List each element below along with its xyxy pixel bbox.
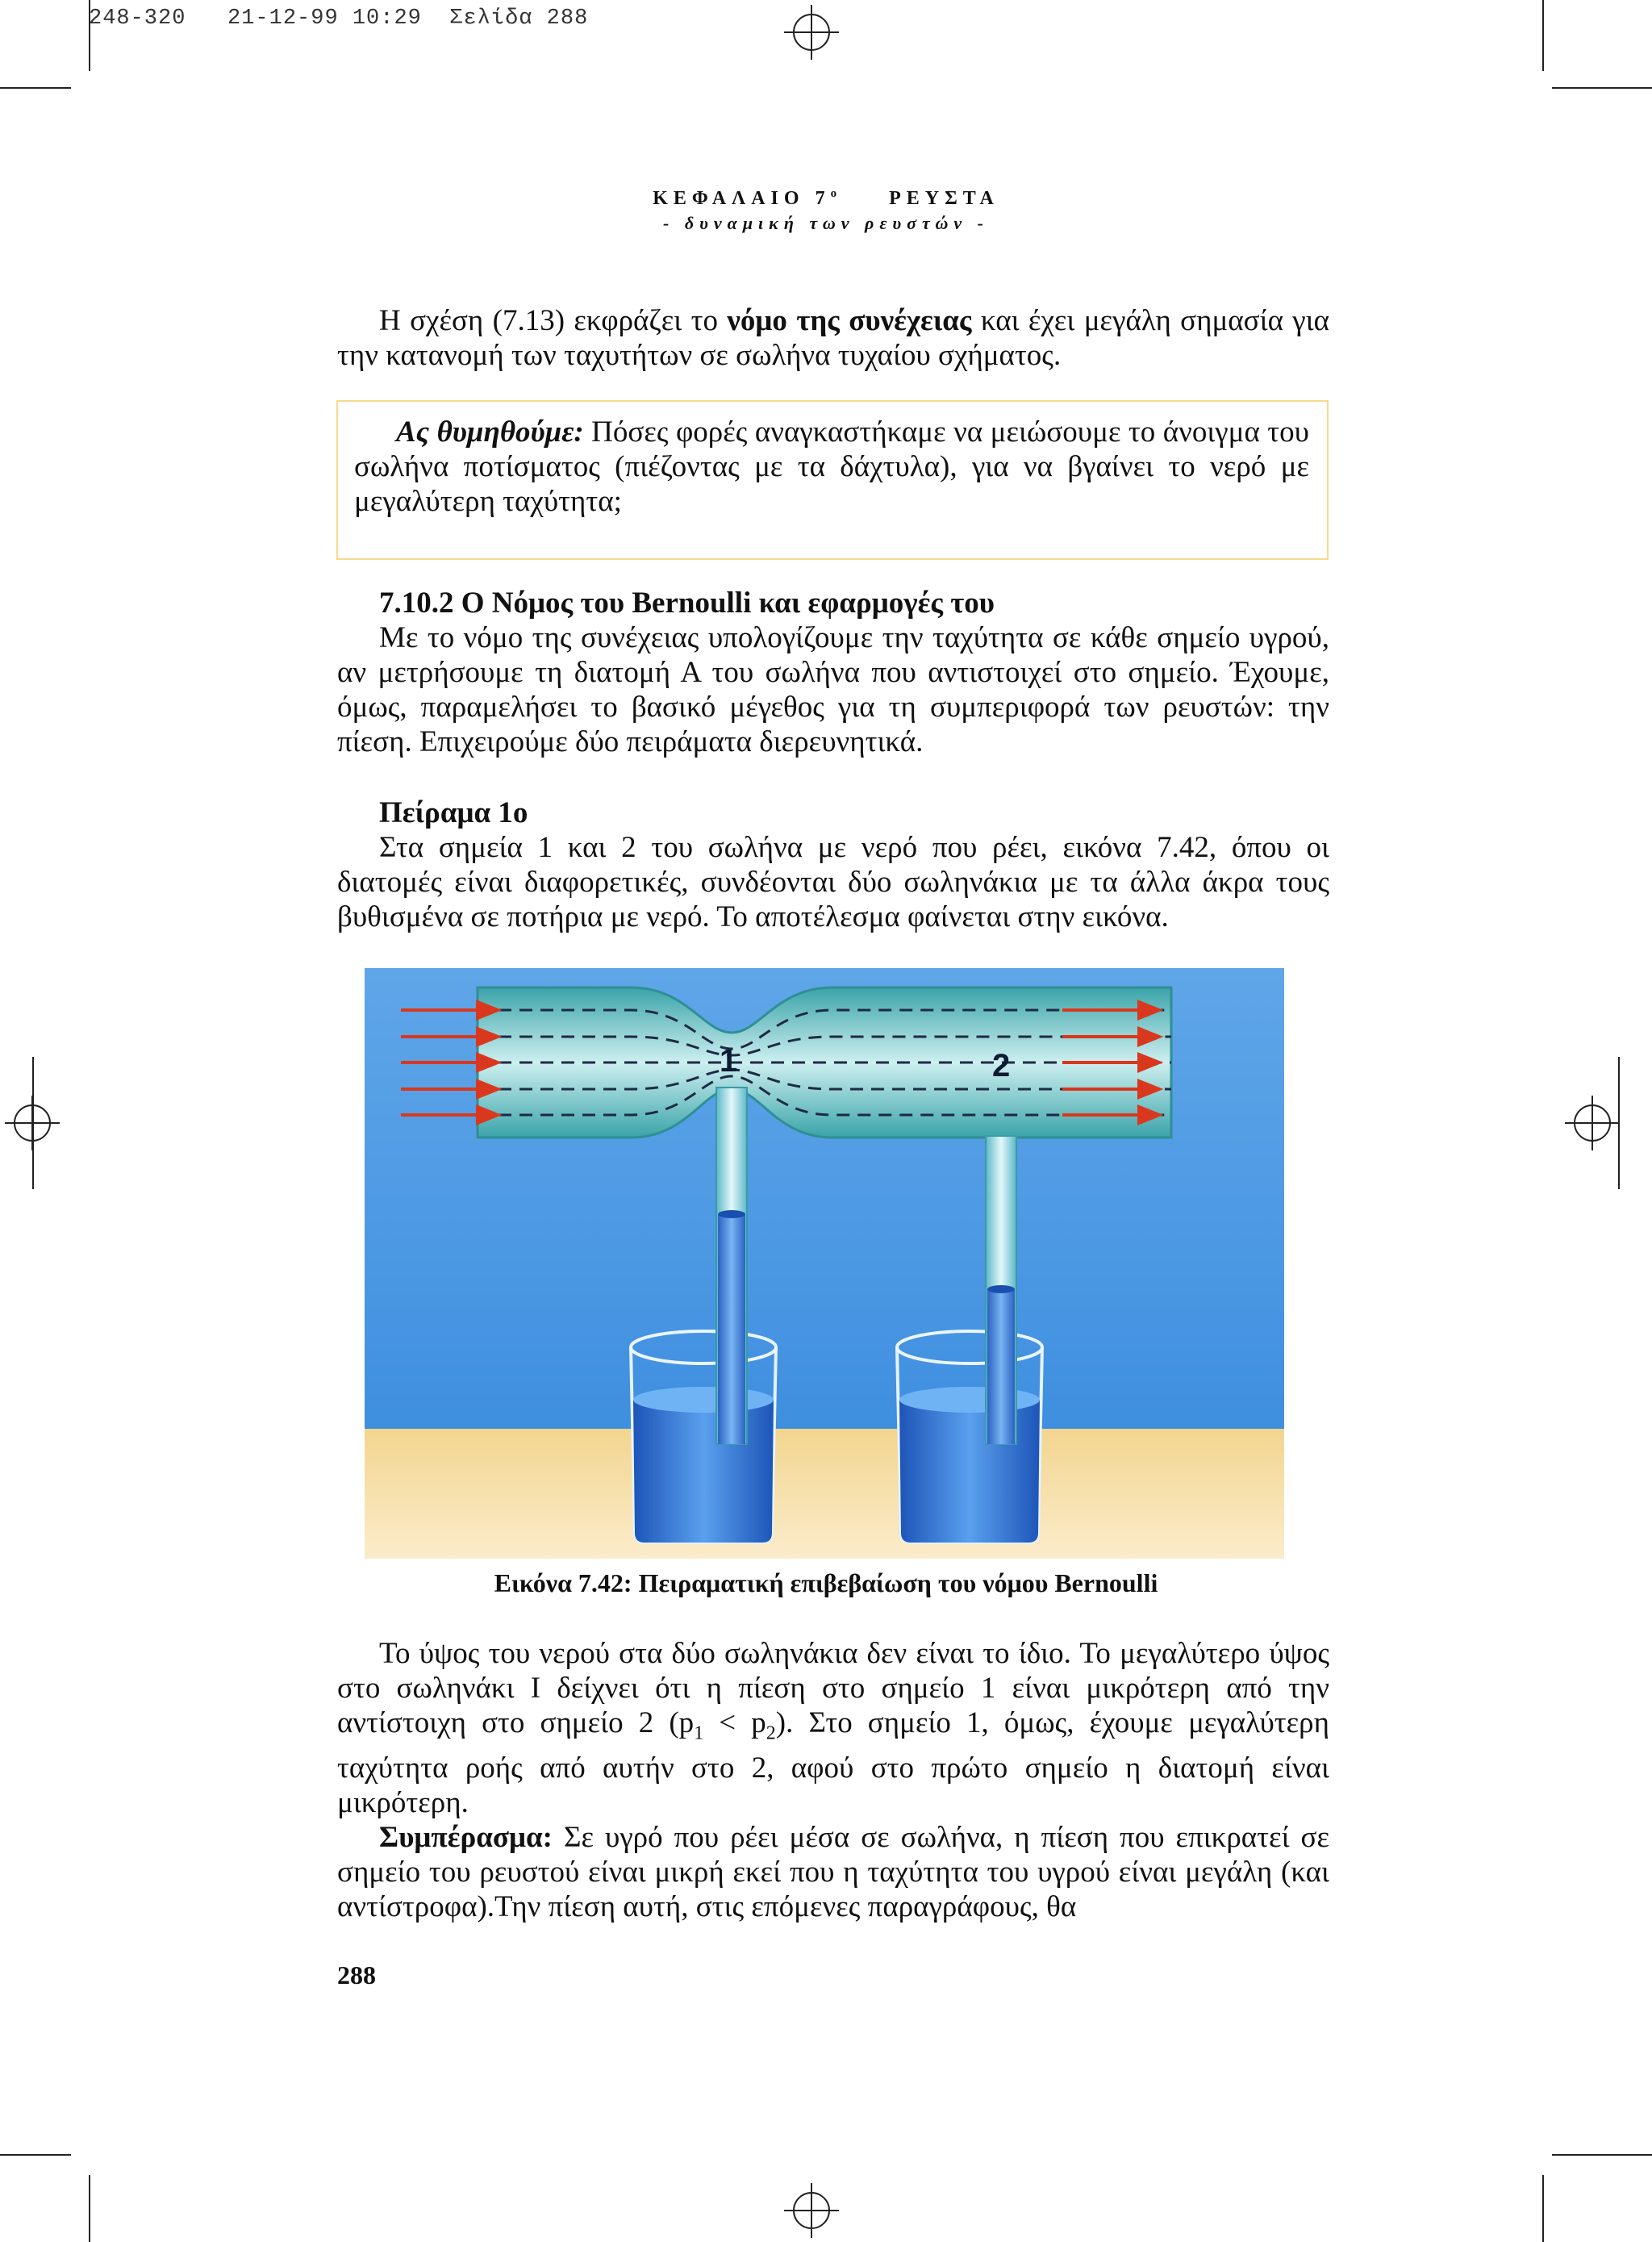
bernoulli-figure <box>365 968 1284 1559</box>
experiment-heading: Πείραμα 1ο <box>379 796 528 829</box>
reminder-box <box>336 400 1329 560</box>
tube-2 <box>986 1136 1016 1444</box>
section-block <box>337 586 1329 759</box>
intro-text: Η σχέση (7.13) εκφράζει το <box>379 304 728 337</box>
registration-mark-icon <box>1565 1096 1620 1150</box>
crop-mark <box>1542 0 1544 71</box>
section-body: Με το νόμο της συνέχειας υπολογίζουμε την ταχύτητα σε κάθε σημείο υγρού, αν μετρήσουμε τη διατομή Α του σωλήνα που αντιστοιχεί στο σημείο. Έχουμε, όμως, παραμελήσει το βασικό μέγεθος για τη συμπεριφορά των ρευστών: την πίεση. Επιχειρούμε δύο πειράματα διερευνητικά. <box>337 621 1329 758</box>
intro-paragraph <box>337 303 1329 373</box>
chapter-topic: ΡΕΥΣΤΑ <box>889 188 999 209</box>
registration-mark-icon <box>784 5 839 60</box>
crop-mark <box>1618 1057 1620 1189</box>
figure-caption: Εικόνα 7.42: Πειραματική επιβεβαίωση του νόμου Bernoulli <box>494 1568 1158 1597</box>
subscript-1: 1 <box>694 1722 704 1744</box>
point-1-label: 1 <box>720 1043 738 1079</box>
subscript-2: 2 <box>766 1722 776 1744</box>
crop-mark <box>1552 87 1652 89</box>
experiment-block <box>337 795 1329 934</box>
conclusion-label: Συμπέρασμα: <box>379 1821 553 1855</box>
experiment-body: Στα σημεία 1 και 2 του σωλήνα με νερό που ρέει, εικόνα 7.42, όπου οι διατομές είναι διαφορετικές, συνδέονται δύο σωληνάκια με τα άλλα άκρα τους βυθισμένα σε ποτήρια με νερό. Το αποτέλεσμα φαίνεται στην εικόνα. <box>337 831 1329 933</box>
crop-mark <box>1542 2175 1544 2242</box>
result-text-end: ). Στο σημείο 1, όμως, έχουμε μεγαλύτερη ταχύτητα ροής από αυτήν στο 2, αφού στο πρώτο σημείο η διατομή είναι μικρότερη. <box>337 1706 1329 1820</box>
crop-mark <box>0 87 71 89</box>
conclusion-text: Σε υγρό που ρέει μέσα σε σωλήνα, η πίεση που επικρατεί σε σημείο του ρευστού είναι μικρή εκεί που η ταχύτητα του υγρού είναι μεγάλη (και αντίστροφα).Την πίεση αυτή, στις επόμενες παραγράφους, θα <box>337 1821 1329 1924</box>
crop-mark <box>1552 2154 1652 2156</box>
tube-1 <box>716 1088 747 1444</box>
section-heading: 7.10.2 Ο Νόμος του Bernoulli και εφαρμογές του <box>379 587 995 620</box>
reminder-label: Ας θυμηθούμε: <box>396 415 584 449</box>
print-slug: 248-320 21-12-99 10:29 Σελίδα 288 <box>89 6 589 31</box>
page-number: 288 <box>337 1960 376 1989</box>
crop-mark <box>0 2154 71 2156</box>
intro-text-cont: και έχει μεγάλη σημασία για την κατανομή των ταχυτήτων σε σωλήνα τυχαίου σχήματος. <box>337 304 1329 372</box>
running-subheader: - δυναμική των ρευστών - <box>663 213 989 233</box>
result-paragraph <box>337 1636 1329 1924</box>
result-text: Το ύψος του νερού στα δύο σωληνάκια δεν είναι το ίδιο. Το μεγαλύτερο ύψος στο σωληνάκι Ι δείχνει ότι η πίεση στο σημείο 1 είναι μικρότερη από την αντίστοιχη στο σημείο 2 (p <box>337 1637 1329 1739</box>
result-text-cont: < p <box>703 1706 766 1739</box>
point-2-label: 2 <box>992 1048 1011 1083</box>
registration-mark-icon <box>784 2183 839 2238</box>
running-header <box>0 187 1652 210</box>
crop-mark <box>32 1057 34 1189</box>
chapter-label: ΚΕΦΑΛΑΙΟ 7 <box>653 188 831 209</box>
intro-bold-term: νόμο της συνέχειας <box>727 304 972 337</box>
chapter-superscript: ο <box>830 187 837 200</box>
reminder-text: Πόσες φορές αναγκαστήκαμε να μειώσουμε το άνοιγμα του σωλήνα ποτίσματος (πιέζοντας με τα δάχτυλα), για να βγαίνει το νερό με μεγαλύτερη ταχύτητα; <box>354 415 1309 518</box>
crop-mark <box>89 2175 90 2242</box>
